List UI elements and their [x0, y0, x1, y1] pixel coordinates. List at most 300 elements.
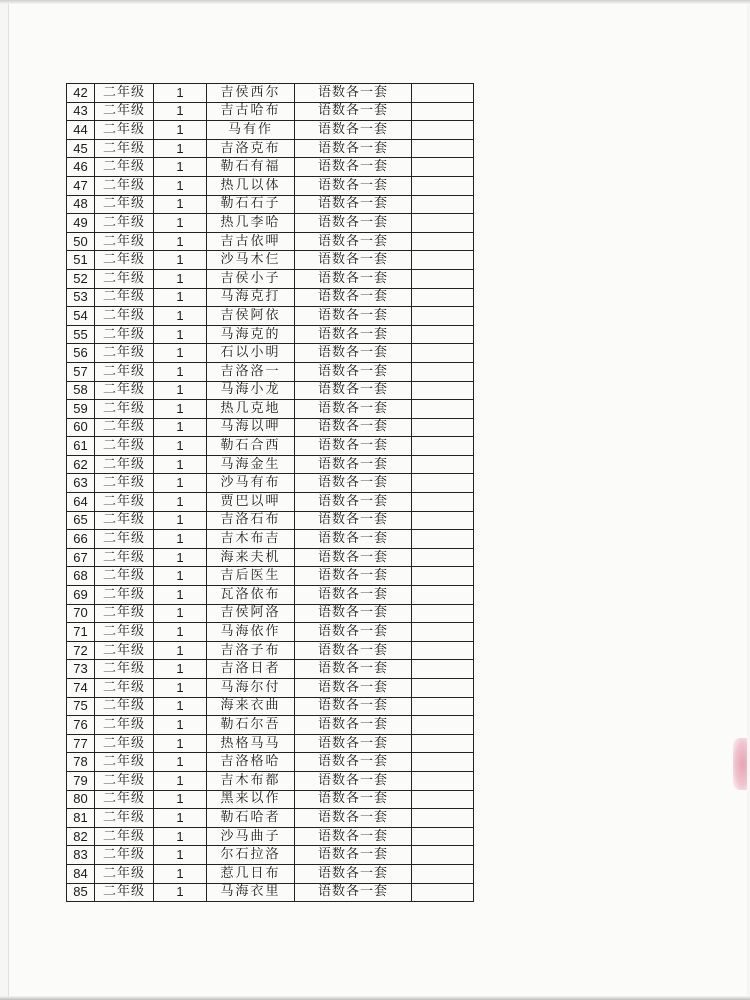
- row-number-cell: 59: [67, 400, 95, 419]
- student-name-cell: 马海克打: [207, 288, 295, 307]
- quantity-cell: 1: [154, 604, 207, 623]
- row-number-cell: 53: [67, 288, 95, 307]
- table-row: [67, 400, 474, 419]
- remarks-cell: [412, 269, 474, 288]
- remarks-cell: [412, 697, 474, 716]
- student-name-cell: 热几克地: [207, 400, 295, 419]
- grade-cell: 二年级: [95, 809, 154, 828]
- remarks-cell: [412, 883, 474, 902]
- row-number-cell: 55: [67, 325, 95, 344]
- remarks-cell: [412, 846, 474, 865]
- seal-stamp-fragment: [733, 738, 747, 790]
- table-row: [67, 548, 474, 567]
- grade-cell: 二年级: [95, 493, 154, 512]
- item-description-cell: 语数各一套: [295, 325, 412, 344]
- quantity-cell: 1: [154, 84, 207, 103]
- row-number-cell: 46: [67, 158, 95, 177]
- student-name-cell: 马海克的: [207, 325, 295, 344]
- quantity-cell: 1: [154, 325, 207, 344]
- item-description-cell: 语数各一套: [295, 251, 412, 270]
- item-description-cell: 语数各一套: [295, 158, 412, 177]
- remarks-cell: [412, 381, 474, 400]
- row-number-cell: 65: [67, 511, 95, 530]
- student-roster-table: [66, 83, 474, 902]
- table-row: [67, 437, 474, 456]
- table-row: [67, 660, 474, 679]
- table-row: [67, 883, 474, 902]
- quantity-cell: 1: [154, 139, 207, 158]
- student-name-cell: 吉侯小子: [207, 269, 295, 288]
- table-row: [67, 679, 474, 698]
- quantity-cell: 1: [154, 623, 207, 642]
- grade-cell: 二年级: [95, 158, 154, 177]
- remarks-cell: [412, 288, 474, 307]
- student-name-cell: 黑来以作: [207, 790, 295, 809]
- table-row: [67, 493, 474, 512]
- student-name-cell: 马海以呷: [207, 418, 295, 437]
- student-name-cell: 吉洛洛一: [207, 362, 295, 381]
- grade-cell: 二年级: [95, 325, 154, 344]
- quantity-cell: 1: [154, 307, 207, 326]
- row-number-cell: 56: [67, 344, 95, 363]
- row-number-cell: 71: [67, 623, 95, 642]
- student-name-cell: 惹几日布: [207, 864, 295, 883]
- scan-bottom-edge: [0, 996, 750, 1000]
- grade-cell: 二年级: [95, 381, 154, 400]
- item-description-cell: 语数各一套: [295, 400, 412, 419]
- remarks-cell: [412, 641, 474, 660]
- student-name-cell: 吉侯阿洛: [207, 604, 295, 623]
- item-description-cell: 语数各一套: [295, 344, 412, 363]
- grade-cell: 二年级: [95, 697, 154, 716]
- table-row: [67, 195, 474, 214]
- remarks-cell: [412, 344, 474, 363]
- table-row: [67, 455, 474, 474]
- grade-cell: 二年级: [95, 269, 154, 288]
- table-row: [67, 604, 474, 623]
- table-row: [67, 158, 474, 177]
- quantity-cell: 1: [154, 716, 207, 735]
- grade-cell: 二年级: [95, 418, 154, 437]
- remarks-cell: [412, 864, 474, 883]
- item-description-cell: 语数各一套: [295, 586, 412, 605]
- quantity-cell: 1: [154, 827, 207, 846]
- grade-cell: 二年级: [95, 195, 154, 214]
- student-name-cell: 马海金生: [207, 455, 295, 474]
- table-row: [67, 734, 474, 753]
- student-name-cell: 沙马木仨: [207, 251, 295, 270]
- row-number-cell: 77: [67, 734, 95, 753]
- item-description-cell: 语数各一套: [295, 214, 412, 233]
- table-row: [67, 362, 474, 381]
- grade-cell: 二年级: [95, 288, 154, 307]
- student-name-cell: 吉后医生: [207, 567, 295, 586]
- remarks-cell: [412, 660, 474, 679]
- item-description-cell: 语数各一套: [295, 660, 412, 679]
- table-row: [67, 864, 474, 883]
- remarks-cell: [412, 604, 474, 623]
- row-number-cell: 62: [67, 455, 95, 474]
- quantity-cell: 1: [154, 511, 207, 530]
- row-number-cell: 82: [67, 827, 95, 846]
- table-row: [67, 325, 474, 344]
- student-name-cell: 沙马曲子: [207, 827, 295, 846]
- remarks-cell: [412, 586, 474, 605]
- student-name-cell: 海来夫机: [207, 548, 295, 567]
- item-description-cell: 语数各一套: [295, 604, 412, 623]
- quantity-cell: 1: [154, 771, 207, 790]
- remarks-cell: [412, 251, 474, 270]
- item-description-cell: 语数各一套: [295, 418, 412, 437]
- table-row: [67, 139, 474, 158]
- row-number-cell: 61: [67, 437, 95, 456]
- student-name-cell: 吉洛石布: [207, 511, 295, 530]
- remarks-cell: [412, 474, 474, 493]
- grade-cell: 二年级: [95, 437, 154, 456]
- item-description-cell: 语数各一套: [295, 139, 412, 158]
- student-name-cell: 热几以体: [207, 176, 295, 195]
- student-name-cell: 吉洛日者: [207, 660, 295, 679]
- item-description-cell: 语数各一套: [295, 679, 412, 698]
- item-description-cell: 语数各一套: [295, 697, 412, 716]
- table-row: [67, 753, 474, 772]
- quantity-cell: 1: [154, 288, 207, 307]
- student-name-cell: 马有作: [207, 121, 295, 140]
- item-description-cell: 语数各一套: [295, 269, 412, 288]
- grade-cell: 二年级: [95, 344, 154, 363]
- student-name-cell: 马海衣里: [207, 883, 295, 902]
- student-name-cell: 热几李哈: [207, 214, 295, 233]
- row-number-cell: 64: [67, 493, 95, 512]
- item-description-cell: 语数各一套: [295, 474, 412, 493]
- row-number-cell: 83: [67, 846, 95, 865]
- student-name-cell: 马海依作: [207, 623, 295, 642]
- row-number-cell: 49: [67, 214, 95, 233]
- quantity-cell: 1: [154, 121, 207, 140]
- quantity-cell: 1: [154, 734, 207, 753]
- table-row: [67, 771, 474, 790]
- remarks-cell: [412, 734, 474, 753]
- item-description-cell: 语数各一套: [295, 176, 412, 195]
- row-number-cell: 42: [67, 84, 95, 103]
- row-number-cell: 75: [67, 697, 95, 716]
- item-description-cell: 语数各一套: [295, 827, 412, 846]
- table-row: [67, 846, 474, 865]
- grade-cell: 二年级: [95, 139, 154, 158]
- quantity-cell: 1: [154, 437, 207, 456]
- row-number-cell: 79: [67, 771, 95, 790]
- grade-cell: 二年级: [95, 121, 154, 140]
- item-description-cell: 语数各一套: [295, 771, 412, 790]
- grade-cell: 二年级: [95, 307, 154, 326]
- table-row: [67, 251, 474, 270]
- row-number-cell: 78: [67, 753, 95, 772]
- student-name-cell: 吉木布吉: [207, 530, 295, 549]
- remarks-cell: [412, 455, 474, 474]
- item-description-cell: 语数各一套: [295, 493, 412, 512]
- quantity-cell: 1: [154, 660, 207, 679]
- item-description-cell: 语数各一套: [295, 288, 412, 307]
- student-name-cell: 勒石合西: [207, 437, 295, 456]
- student-name-cell: 勒石尔吾: [207, 716, 295, 735]
- row-number-cell: 74: [67, 679, 95, 698]
- table-row: [67, 102, 474, 121]
- item-description-cell: 语数各一套: [295, 567, 412, 586]
- row-number-cell: 66: [67, 530, 95, 549]
- quantity-cell: 1: [154, 251, 207, 270]
- row-number-cell: 50: [67, 232, 95, 251]
- row-number-cell: 80: [67, 790, 95, 809]
- item-description-cell: 语数各一套: [295, 437, 412, 456]
- grade-cell: 二年级: [95, 771, 154, 790]
- quantity-cell: 1: [154, 195, 207, 214]
- quantity-cell: 1: [154, 158, 207, 177]
- grade-cell: 二年级: [95, 567, 154, 586]
- quantity-cell: 1: [154, 753, 207, 772]
- item-description-cell: 语数各一套: [295, 307, 412, 326]
- remarks-cell: [412, 400, 474, 419]
- student-name-cell: 吉侯西尔: [207, 84, 295, 103]
- grade-cell: 二年级: [95, 530, 154, 549]
- table-row: [67, 418, 474, 437]
- quantity-cell: 1: [154, 567, 207, 586]
- item-description-cell: 语数各一套: [295, 864, 412, 883]
- item-description-cell: 语数各一套: [295, 102, 412, 121]
- remarks-cell: [412, 307, 474, 326]
- student-name-cell: 吉古哈布: [207, 102, 295, 121]
- student-name-cell: 热格马马: [207, 734, 295, 753]
- table-row: [67, 474, 474, 493]
- student-name-cell: 吉侯阿依: [207, 307, 295, 326]
- remarks-cell: [412, 790, 474, 809]
- quantity-cell: 1: [154, 381, 207, 400]
- row-number-cell: 68: [67, 567, 95, 586]
- quantity-cell: 1: [154, 679, 207, 698]
- row-number-cell: 44: [67, 121, 95, 140]
- grade-cell: 二年级: [95, 251, 154, 270]
- row-number-cell: 54: [67, 307, 95, 326]
- table-row: [67, 827, 474, 846]
- row-number-cell: 85: [67, 883, 95, 902]
- student-name-cell: 沙马有布: [207, 474, 295, 493]
- grade-cell: 二年级: [95, 455, 154, 474]
- student-name-cell: 吉洛格哈: [207, 753, 295, 772]
- row-number-cell: 48: [67, 195, 95, 214]
- item-description-cell: 语数各一套: [295, 195, 412, 214]
- table-row: [67, 121, 474, 140]
- table-row: [67, 623, 474, 642]
- table-row: [67, 84, 474, 103]
- quantity-cell: 1: [154, 883, 207, 902]
- grade-cell: 二年级: [95, 846, 154, 865]
- item-description-cell: 语数各一套: [295, 641, 412, 660]
- item-description-cell: 语数各一套: [295, 809, 412, 828]
- table-row: [67, 530, 474, 549]
- grade-cell: 二年级: [95, 511, 154, 530]
- remarks-cell: [412, 679, 474, 698]
- remarks-cell: [412, 548, 474, 567]
- quantity-cell: 1: [154, 548, 207, 567]
- quantity-cell: 1: [154, 400, 207, 419]
- table-row: [67, 269, 474, 288]
- student-name-cell: 吉洛克布: [207, 139, 295, 158]
- row-number-cell: 69: [67, 586, 95, 605]
- roster-table-body: [67, 84, 474, 902]
- grade-cell: 二年级: [95, 548, 154, 567]
- item-description-cell: 语数各一套: [295, 530, 412, 549]
- grade-cell: 二年级: [95, 232, 154, 251]
- row-number-cell: 72: [67, 641, 95, 660]
- remarks-cell: [412, 158, 474, 177]
- grade-cell: 二年级: [95, 362, 154, 381]
- item-description-cell: 语数各一套: [295, 232, 412, 251]
- row-number-cell: 45: [67, 139, 95, 158]
- quantity-cell: 1: [154, 530, 207, 549]
- table-row: [67, 790, 474, 809]
- row-number-cell: 70: [67, 604, 95, 623]
- table-row: [67, 381, 474, 400]
- student-name-cell: 勒石哈者: [207, 809, 295, 828]
- grade-cell: 二年级: [95, 474, 154, 493]
- grade-cell: 二年级: [95, 586, 154, 605]
- student-name-cell: 吉古依呷: [207, 232, 295, 251]
- student-name-cell: 石以小明: [207, 344, 295, 363]
- student-name-cell: 贾巴以呷: [207, 493, 295, 512]
- quantity-cell: 1: [154, 269, 207, 288]
- quantity-cell: 1: [154, 232, 207, 251]
- table-row: [67, 307, 474, 326]
- row-number-cell: 43: [67, 102, 95, 121]
- grade-cell: 二年级: [95, 660, 154, 679]
- row-number-cell: 47: [67, 176, 95, 195]
- item-description-cell: 语数各一套: [295, 455, 412, 474]
- table-row: [67, 809, 474, 828]
- quantity-cell: 1: [154, 176, 207, 195]
- grade-cell: 二年级: [95, 641, 154, 660]
- grade-cell: 二年级: [95, 214, 154, 233]
- student-name-cell: 吉木布都: [207, 771, 295, 790]
- grade-cell: 二年级: [95, 883, 154, 902]
- table-row: [67, 288, 474, 307]
- item-description-cell: 语数各一套: [295, 790, 412, 809]
- grade-cell: 二年级: [95, 102, 154, 121]
- grade-cell: 二年级: [95, 827, 154, 846]
- grade-cell: 二年级: [95, 400, 154, 419]
- student-name-cell: 吉洛子布: [207, 641, 295, 660]
- remarks-cell: [412, 530, 474, 549]
- table-row: [67, 567, 474, 586]
- row-number-cell: 67: [67, 548, 95, 567]
- remarks-cell: [412, 437, 474, 456]
- remarks-cell: [412, 84, 474, 103]
- item-description-cell: 语数各一套: [295, 84, 412, 103]
- row-number-cell: 52: [67, 269, 95, 288]
- item-description-cell: 语数各一套: [295, 381, 412, 400]
- row-number-cell: 60: [67, 418, 95, 437]
- grade-cell: 二年级: [95, 604, 154, 623]
- remarks-cell: [412, 809, 474, 828]
- quantity-cell: 1: [154, 641, 207, 660]
- row-number-cell: 81: [67, 809, 95, 828]
- table-row: [67, 511, 474, 530]
- row-number-cell: 63: [67, 474, 95, 493]
- quantity-cell: 1: [154, 809, 207, 828]
- remarks-cell: [412, 716, 474, 735]
- item-description-cell: 语数各一套: [295, 362, 412, 381]
- table-row: [67, 641, 474, 660]
- row-number-cell: 73: [67, 660, 95, 679]
- row-number-cell: 51: [67, 251, 95, 270]
- table-row: [67, 586, 474, 605]
- quantity-cell: 1: [154, 214, 207, 233]
- remarks-cell: [412, 511, 474, 530]
- student-name-cell: 马海小龙: [207, 381, 295, 400]
- remarks-cell: [412, 121, 474, 140]
- table-row: [67, 214, 474, 233]
- quantity-cell: 1: [154, 586, 207, 605]
- item-description-cell: 语数各一套: [295, 753, 412, 772]
- table-row: [67, 344, 474, 363]
- item-description-cell: 语数各一套: [295, 548, 412, 567]
- grade-cell: 二年级: [95, 716, 154, 735]
- row-number-cell: 57: [67, 362, 95, 381]
- remarks-cell: [412, 827, 474, 846]
- item-description-cell: 语数各一套: [295, 846, 412, 865]
- remarks-cell: [412, 753, 474, 772]
- table-row: [67, 716, 474, 735]
- quantity-cell: 1: [154, 846, 207, 865]
- table-row: [67, 176, 474, 195]
- table-row: [67, 232, 474, 251]
- quantity-cell: 1: [154, 418, 207, 437]
- grade-cell: 二年级: [95, 623, 154, 642]
- quantity-cell: 1: [154, 790, 207, 809]
- quantity-cell: 1: [154, 474, 207, 493]
- remarks-cell: [412, 362, 474, 381]
- remarks-cell: [412, 771, 474, 790]
- item-description-cell: 语数各一套: [295, 716, 412, 735]
- remarks-cell: [412, 176, 474, 195]
- student-name-cell: 勒石有福: [207, 158, 295, 177]
- row-number-cell: 58: [67, 381, 95, 400]
- grade-cell: 二年级: [95, 679, 154, 698]
- remarks-cell: [412, 567, 474, 586]
- quantity-cell: 1: [154, 697, 207, 716]
- student-name-cell: 马海尔付: [207, 679, 295, 698]
- row-number-cell: 84: [67, 864, 95, 883]
- quantity-cell: 1: [154, 493, 207, 512]
- table-row: [67, 697, 474, 716]
- item-description-cell: 语数各一套: [295, 511, 412, 530]
- grade-cell: 二年级: [95, 753, 154, 772]
- quantity-cell: 1: [154, 102, 207, 121]
- grade-cell: 二年级: [95, 176, 154, 195]
- remarks-cell: [412, 232, 474, 251]
- remarks-cell: [412, 102, 474, 121]
- item-description-cell: 语数各一套: [295, 121, 412, 140]
- quantity-cell: 1: [154, 455, 207, 474]
- grade-cell: 二年级: [95, 864, 154, 883]
- quantity-cell: 1: [154, 864, 207, 883]
- remarks-cell: [412, 195, 474, 214]
- remarks-cell: [412, 139, 474, 158]
- grade-cell: 二年级: [95, 790, 154, 809]
- student-name-cell: 尔石拉洛: [207, 846, 295, 865]
- item-description-cell: 语数各一套: [295, 883, 412, 902]
- remarks-cell: [412, 418, 474, 437]
- quantity-cell: 1: [154, 362, 207, 381]
- student-name-cell: 勒石石子: [207, 195, 295, 214]
